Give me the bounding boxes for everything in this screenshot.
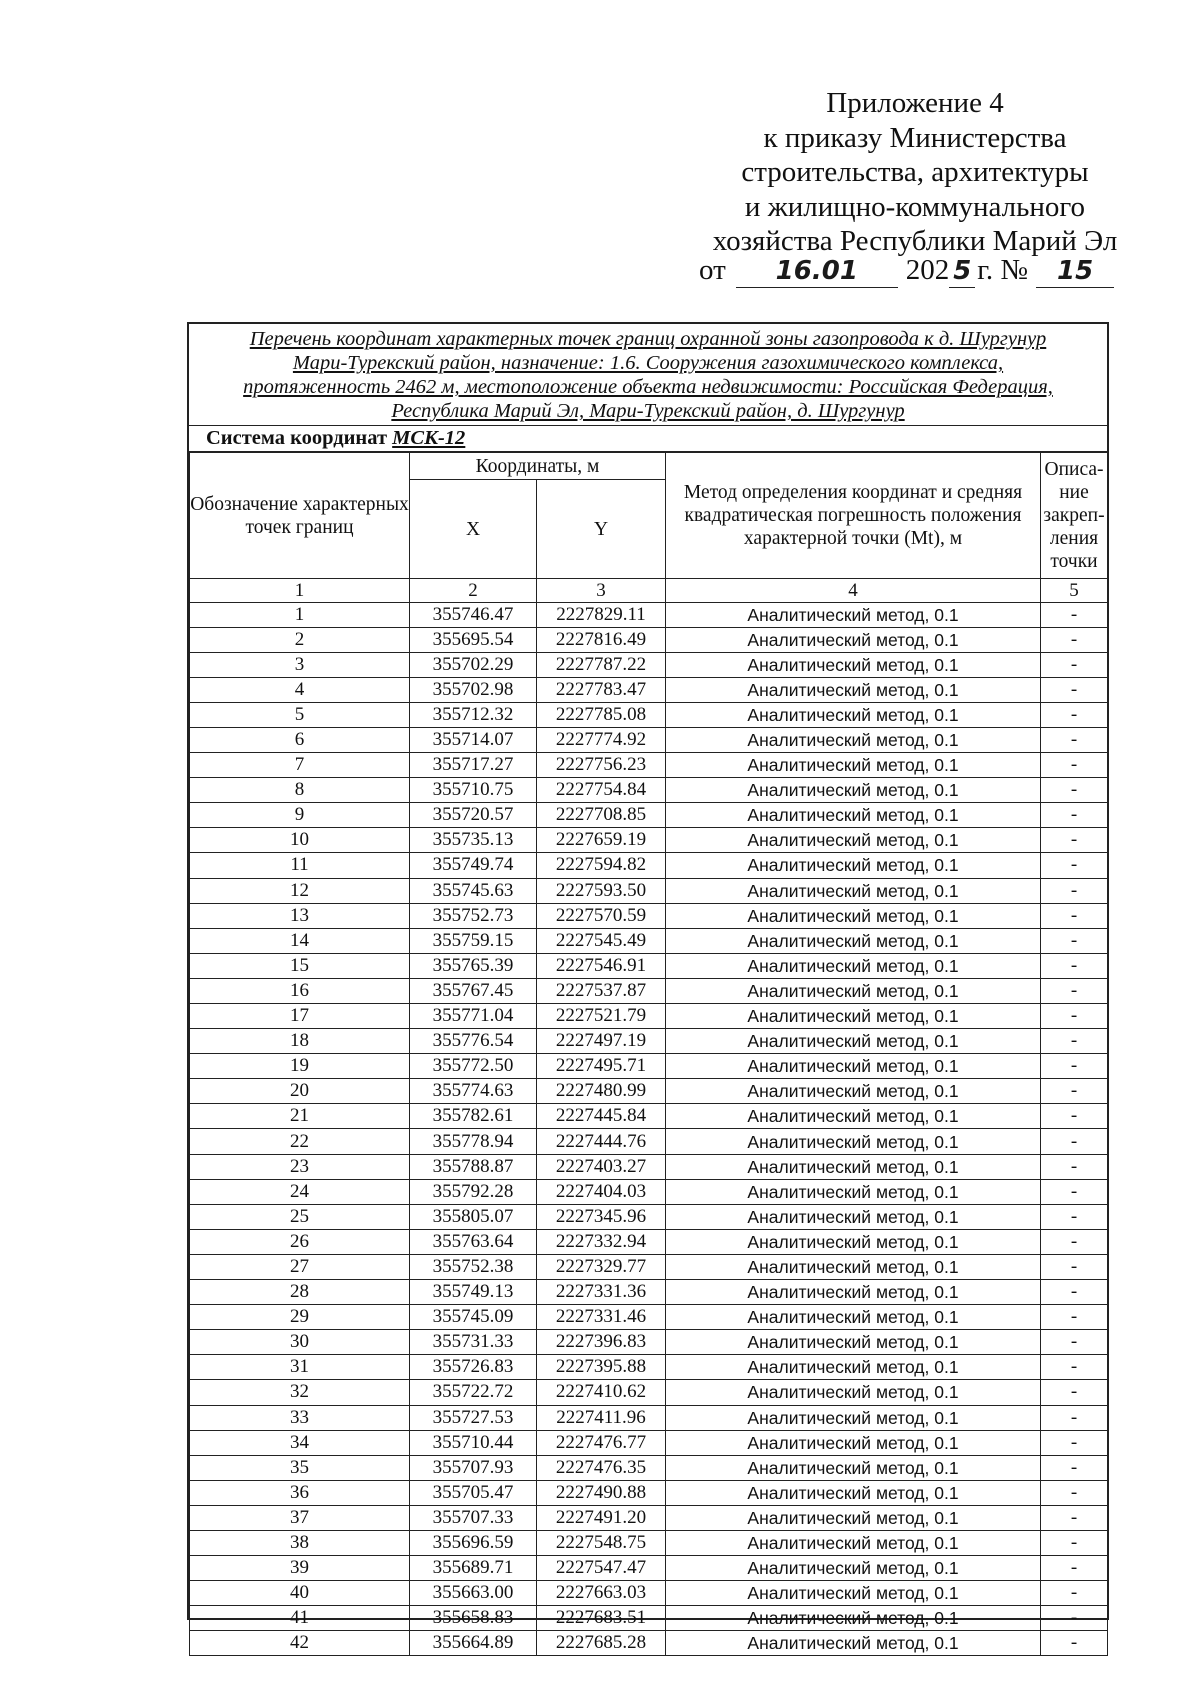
method-cell: Аналитический метод, 0.1 (666, 878, 1041, 903)
method-cell: Аналитический метод, 0.1 (666, 1004, 1041, 1029)
header-x: X (410, 480, 537, 579)
x-coordinate-cell: 355767.45 (410, 978, 537, 1003)
point-number-cell: 17 (190, 1004, 410, 1029)
method-cell: Аналитический метод, 0.1 (666, 1355, 1041, 1380)
table-row (190, 778, 1108, 803)
table-row (190, 1581, 1108, 1606)
point-number-cell: 3 (190, 652, 410, 677)
handwritten-date: 16.01 (736, 257, 898, 288)
coordinate-system-row (189, 426, 1107, 452)
method-cell: Аналитический метод, 0.1 (666, 1606, 1041, 1631)
point-number-cell: 38 (190, 1530, 410, 1555)
table-row (190, 978, 1108, 1003)
table-row (190, 803, 1108, 828)
y-coordinate-cell: 2227663.03 (537, 1581, 666, 1606)
description-cell: - (1041, 928, 1108, 953)
point-number-cell: 27 (190, 1254, 410, 1279)
y-coordinate-cell: 2227816.49 (537, 627, 666, 652)
table-row (190, 1455, 1108, 1480)
table-title-line: Мари-Турекский район, назначение: 1.6. Сооружения газохимического комплекса, (292, 352, 1004, 374)
description-cell: - (1041, 1455, 1108, 1480)
table-row (190, 727, 1108, 752)
point-number-cell: 14 (190, 928, 410, 953)
description-cell: - (1041, 1606, 1108, 1631)
x-coordinate-cell: 355720.57 (410, 803, 537, 828)
table-row (190, 1104, 1108, 1129)
description-cell: - (1041, 803, 1108, 828)
method-cell: Аналитический метод, 0.1 (666, 1204, 1041, 1229)
y-coordinate-cell: 2227683.51 (537, 1606, 666, 1631)
method-cell: Аналитический метод, 0.1 (666, 928, 1041, 953)
point-number-cell: 10 (190, 828, 410, 853)
x-coordinate-cell: 355735.13 (410, 828, 537, 853)
point-number-cell: 29 (190, 1305, 410, 1330)
y-coordinate-cell: 2227756.23 (537, 753, 666, 778)
y-coordinate-cell: 2227404.03 (537, 1179, 666, 1204)
header-point: Обозначение характерных точек границ (190, 453, 410, 579)
point-number-cell: 31 (190, 1355, 410, 1380)
point-number-cell: 19 (190, 1054, 410, 1079)
method-cell: Аналитический метод, 0.1 (666, 1104, 1041, 1129)
description-cell: - (1041, 702, 1108, 727)
y-coordinate-cell: 2227497.19 (537, 1029, 666, 1054)
point-number-cell: 24 (190, 1179, 410, 1204)
description-cell: - (1041, 1430, 1108, 1455)
point-number-cell: 39 (190, 1556, 410, 1581)
point-number-cell: 42 (190, 1631, 410, 1656)
table-row (190, 1480, 1108, 1505)
header-description: Описа-ние закреп-ления точки (1041, 453, 1108, 579)
y-coordinate-cell: 2227685.28 (537, 1631, 666, 1656)
coordinates-table (187, 322, 1109, 1654)
description-cell: - (1041, 1104, 1108, 1129)
table-row (190, 1254, 1108, 1279)
description-cell: - (1041, 1254, 1108, 1279)
table-row (190, 1430, 1108, 1455)
y-coordinate-cell: 2227491.20 (537, 1505, 666, 1530)
year-prefix: 202 (905, 254, 950, 286)
description-cell: - (1041, 1581, 1108, 1606)
method-cell: Аналитический метод, 0.1 (666, 627, 1041, 652)
method-cell: Аналитический метод, 0.1 (666, 1154, 1041, 1179)
table-title-line: протяженность 2462 м, местоположение объекта недвижимости: Российская Федерация, (243, 376, 1053, 398)
point-number-cell: 20 (190, 1079, 410, 1104)
header-line: хозяйства Республики Марий Эл (712, 225, 1118, 258)
method-cell: Аналитический метод, 0.1 (666, 1179, 1041, 1204)
y-coordinate-cell: 2227444.76 (537, 1129, 666, 1154)
description-cell: - (1041, 1631, 1108, 1656)
x-coordinate-cell: 355771.04 (410, 1004, 537, 1029)
method-cell: Аналитический метод, 0.1 (666, 1330, 1041, 1355)
description-cell: - (1041, 1405, 1108, 1430)
point-number-cell: 15 (190, 953, 410, 978)
description-cell: - (1041, 878, 1108, 903)
point-number-cell: 4 (190, 677, 410, 702)
method-cell: Аналитический метод, 0.1 (666, 803, 1041, 828)
point-number-cell: 6 (190, 727, 410, 752)
description-cell: - (1041, 1330, 1108, 1355)
y-coordinate-cell: 2227785.08 (537, 702, 666, 727)
method-cell: Аналитический метод, 0.1 (666, 1455, 1041, 1480)
x-coordinate-cell: 355778.94 (410, 1129, 537, 1154)
column-number: 4 (666, 579, 1041, 603)
x-coordinate-cell: 355702.29 (410, 652, 537, 677)
table-row (190, 602, 1108, 627)
table-row (190, 1556, 1108, 1581)
description-cell: - (1041, 1179, 1108, 1204)
order-number-label: г. № (977, 254, 1029, 286)
x-coordinate-cell: 355745.63 (410, 878, 537, 903)
header-coordinates: Координаты, м (410, 453, 666, 480)
method-cell: Аналитический метод, 0.1 (666, 1631, 1041, 1656)
description-cell: - (1041, 1530, 1108, 1555)
table-row (190, 1004, 1108, 1029)
table-row (190, 652, 1108, 677)
description-cell: - (1041, 652, 1108, 677)
column-number: 3 (537, 579, 666, 603)
y-coordinate-cell: 2227546.91 (537, 953, 666, 978)
x-coordinate-cell: 355745.09 (410, 1305, 537, 1330)
point-number-cell: 41 (190, 1606, 410, 1631)
table-row (190, 1355, 1108, 1380)
y-coordinate-cell: 2227548.75 (537, 1530, 666, 1555)
method-cell: Аналитический метод, 0.1 (666, 1079, 1041, 1104)
description-cell: - (1041, 1380, 1108, 1405)
x-coordinate-cell: 355788.87 (410, 1154, 537, 1179)
description-cell: - (1041, 1280, 1108, 1305)
point-number-cell: 9 (190, 803, 410, 828)
table-row (190, 1280, 1108, 1305)
method-cell: Аналитический метод, 0.1 (666, 1505, 1041, 1530)
table-row (190, 828, 1108, 853)
description-cell: - (1041, 727, 1108, 752)
point-number-cell: 37 (190, 1505, 410, 1530)
method-cell: Аналитический метод, 0.1 (666, 1405, 1041, 1430)
header-line: строительства, архитектуры (741, 156, 1089, 189)
table-title-line: Республика Марий Эл, Мари-Турекский район, д. Шургунур (391, 400, 905, 422)
table-row (190, 1380, 1108, 1405)
table-body (190, 602, 1108, 1656)
description-cell: - (1041, 627, 1108, 652)
x-coordinate-cell: 355714.07 (410, 727, 537, 752)
table-row (190, 1530, 1108, 1555)
x-coordinate-cell: 355696.59 (410, 1530, 537, 1555)
description-cell: - (1041, 753, 1108, 778)
x-coordinate-cell: 355772.50 (410, 1054, 537, 1079)
x-coordinate-cell: 355689.71 (410, 1556, 537, 1581)
description-cell: - (1041, 1556, 1108, 1581)
y-coordinate-cell: 2227593.50 (537, 878, 666, 903)
y-coordinate-cell: 2227396.83 (537, 1330, 666, 1355)
order-date-line (699, 254, 1114, 288)
method-cell: Аналитический метод, 0.1 (666, 1229, 1041, 1254)
appendix-header (690, 86, 1140, 259)
point-number-cell: 18 (190, 1029, 410, 1054)
y-coordinate-cell: 2227476.77 (537, 1430, 666, 1455)
point-number-cell: 8 (190, 778, 410, 803)
y-coordinate-cell: 2227570.59 (537, 903, 666, 928)
y-coordinate-cell: 2227410.62 (537, 1380, 666, 1405)
description-cell: - (1041, 677, 1108, 702)
y-coordinate-cell: 2227331.46 (537, 1305, 666, 1330)
header-line: к приказу Министерства (763, 121, 1067, 154)
x-coordinate-cell: 355726.83 (410, 1355, 537, 1380)
description-cell: - (1041, 602, 1108, 627)
point-number-cell: 30 (190, 1330, 410, 1355)
method-cell: Аналитический метод, 0.1 (666, 903, 1041, 928)
y-coordinate-cell: 2227411.96 (537, 1405, 666, 1430)
method-cell: Аналитический метод, 0.1 (666, 1129, 1041, 1154)
method-cell: Аналитический метод, 0.1 (666, 953, 1041, 978)
header-y: Y (537, 480, 666, 579)
method-cell: Аналитический метод, 0.1 (666, 652, 1041, 677)
y-coordinate-cell: 2227329.77 (537, 1254, 666, 1279)
description-cell: - (1041, 828, 1108, 853)
y-coordinate-cell: 2227490.88 (537, 1480, 666, 1505)
y-coordinate-cell: 2227659.19 (537, 828, 666, 853)
coordinate-system-value: МСК-12 (392, 427, 466, 449)
point-number-cell: 28 (190, 1280, 410, 1305)
x-coordinate-cell: 355763.64 (410, 1229, 537, 1254)
table-row (190, 1631, 1108, 1656)
method-cell: Аналитический метод, 0.1 (666, 702, 1041, 727)
table-row (190, 753, 1108, 778)
y-coordinate-cell: 2227476.35 (537, 1455, 666, 1480)
table-row (190, 1179, 1108, 1204)
method-cell: Аналитический метод, 0.1 (666, 1556, 1041, 1581)
y-coordinate-cell: 2227495.71 (537, 1054, 666, 1079)
point-number-cell: 23 (190, 1154, 410, 1179)
x-coordinate-cell: 355752.38 (410, 1254, 537, 1279)
description-cell: - (1041, 1004, 1108, 1029)
table-row (190, 853, 1108, 878)
x-coordinate-cell: 355749.74 (410, 853, 537, 878)
method-cell: Аналитический метод, 0.1 (666, 978, 1041, 1003)
x-coordinate-cell: 355664.89 (410, 1631, 537, 1656)
y-coordinate-cell: 2227332.94 (537, 1229, 666, 1254)
point-number-cell: 13 (190, 903, 410, 928)
y-coordinate-cell: 2227594.82 (537, 853, 666, 878)
table-row (190, 1154, 1108, 1179)
x-coordinate-cell: 355731.33 (410, 1330, 537, 1355)
description-cell: - (1041, 978, 1108, 1003)
table-row (190, 1054, 1108, 1079)
point-number-cell: 25 (190, 1204, 410, 1229)
point-number-cell: 16 (190, 978, 410, 1003)
method-cell: Аналитический метод, 0.1 (666, 677, 1041, 702)
description-cell: - (1041, 1079, 1108, 1104)
x-coordinate-cell: 355782.61 (410, 1104, 537, 1129)
point-number-cell: 33 (190, 1405, 410, 1430)
method-cell: Аналитический метод, 0.1 (666, 778, 1041, 803)
x-coordinate-cell: 355727.53 (410, 1405, 537, 1430)
description-cell: - (1041, 1355, 1108, 1380)
column-number: 5 (1041, 579, 1108, 603)
header-method: Метод определения координат и средняя квадратическая погрешность положения характерной точки (Mt), м (666, 453, 1041, 579)
table-row (190, 702, 1108, 727)
y-coordinate-cell: 2227521.79 (537, 1004, 666, 1029)
method-cell: Аналитический метод, 0.1 (666, 828, 1041, 853)
y-coordinate-cell: 2227783.47 (537, 677, 666, 702)
y-coordinate-cell: 2227345.96 (537, 1204, 666, 1229)
table-row (190, 928, 1108, 953)
table-row (190, 1229, 1108, 1254)
description-cell: - (1041, 1154, 1108, 1179)
y-coordinate-cell: 2227403.27 (537, 1154, 666, 1179)
table-row (190, 1129, 1108, 1154)
table-row (190, 627, 1108, 652)
coordinates-grid (189, 452, 1108, 1656)
x-coordinate-cell: 355749.13 (410, 1280, 537, 1305)
method-cell: Аналитический метод, 0.1 (666, 753, 1041, 778)
method-cell: Аналитический метод, 0.1 (666, 1254, 1041, 1279)
y-coordinate-cell: 2227774.92 (537, 727, 666, 752)
point-number-cell: 35 (190, 1455, 410, 1480)
point-number-cell: 40 (190, 1581, 410, 1606)
description-cell: - (1041, 903, 1108, 928)
y-coordinate-cell: 2227331.36 (537, 1280, 666, 1305)
column-number-row (190, 579, 1108, 603)
point-number-cell: 34 (190, 1430, 410, 1455)
point-number-cell: 32 (190, 1380, 410, 1405)
y-coordinate-cell: 2227545.49 (537, 928, 666, 953)
method-cell: Аналитический метод, 0.1 (666, 1430, 1041, 1455)
x-coordinate-cell: 355805.07 (410, 1204, 537, 1229)
x-coordinate-cell: 355776.54 (410, 1029, 537, 1054)
x-coordinate-cell: 355759.15 (410, 928, 537, 953)
method-cell: Аналитический метод, 0.1 (666, 602, 1041, 627)
description-cell: - (1041, 1054, 1108, 1079)
x-coordinate-cell: 355710.75 (410, 778, 537, 803)
table-row (190, 677, 1108, 702)
y-coordinate-cell: 2227445.84 (537, 1104, 666, 1129)
description-cell: - (1041, 953, 1108, 978)
description-cell: - (1041, 1305, 1108, 1330)
description-cell: - (1041, 1480, 1108, 1505)
description-cell: - (1041, 853, 1108, 878)
handwritten-order-number: 15 (1036, 257, 1114, 288)
point-number-cell: 12 (190, 878, 410, 903)
description-cell: - (1041, 1029, 1108, 1054)
table-row (190, 1606, 1108, 1631)
method-cell: Аналитический метод, 0.1 (666, 1530, 1041, 1555)
point-number-cell: 21 (190, 1104, 410, 1129)
point-number-cell: 7 (190, 753, 410, 778)
x-coordinate-cell: 355705.47 (410, 1480, 537, 1505)
table-row (190, 903, 1108, 928)
description-cell: - (1041, 1204, 1108, 1229)
table-title-line: Перечень координат характерных точек границ охранной зоны газопровода к д. Шургунур (249, 328, 1047, 350)
y-coordinate-cell: 2227754.84 (537, 778, 666, 803)
table-row (190, 1079, 1108, 1104)
method-cell: Аналитический метод, 0.1 (666, 1054, 1041, 1079)
x-coordinate-cell: 355746.47 (410, 602, 537, 627)
description-cell: - (1041, 1229, 1108, 1254)
x-coordinate-cell: 355712.32 (410, 702, 537, 727)
x-coordinate-cell: 355774.63 (410, 1079, 537, 1104)
table-row (190, 1305, 1108, 1330)
y-coordinate-cell: 2227829.11 (537, 602, 666, 627)
x-coordinate-cell: 355765.39 (410, 953, 537, 978)
x-coordinate-cell: 355695.54 (410, 627, 537, 652)
point-number-cell: 22 (190, 1129, 410, 1154)
x-coordinate-cell: 355658.83 (410, 1606, 537, 1631)
description-cell: - (1041, 778, 1108, 803)
coordinate-system-label: Система координат (206, 427, 388, 449)
method-cell: Аналитический метод, 0.1 (666, 853, 1041, 878)
point-number-cell: 36 (190, 1480, 410, 1505)
x-coordinate-cell: 355717.27 (410, 753, 537, 778)
handwritten-year-digit: 5 (949, 257, 975, 288)
header-line: Приложение 4 (826, 87, 1004, 119)
point-number-cell: 1 (190, 602, 410, 627)
header-line: и жилищно-коммунального (744, 190, 1086, 223)
y-coordinate-cell: 2227395.88 (537, 1355, 666, 1380)
table-row (190, 1204, 1108, 1229)
method-cell: Аналитический метод, 0.1 (666, 1305, 1041, 1330)
x-coordinate-cell: 355663.00 (410, 1581, 537, 1606)
column-number: 2 (410, 579, 537, 603)
x-coordinate-cell: 355707.33 (410, 1505, 537, 1530)
point-number-cell: 11 (190, 853, 410, 878)
method-cell: Аналитический метод, 0.1 (666, 1480, 1041, 1505)
method-cell: Аналитический метод, 0.1 (666, 1581, 1041, 1606)
table-row (190, 953, 1108, 978)
x-coordinate-cell: 355710.44 (410, 1430, 537, 1455)
y-coordinate-cell: 2227537.87 (537, 978, 666, 1003)
y-coordinate-cell: 2227547.47 (537, 1556, 666, 1581)
point-number-cell: 2 (190, 627, 410, 652)
point-number-cell: 5 (190, 702, 410, 727)
method-cell: Аналитический метод, 0.1 (666, 727, 1041, 752)
table-row (190, 878, 1108, 903)
method-cell: Аналитический метод, 0.1 (666, 1280, 1041, 1305)
method-cell: Аналитический метод, 0.1 (666, 1029, 1041, 1054)
table-row (190, 1330, 1108, 1355)
x-coordinate-cell: 355792.28 (410, 1179, 537, 1204)
y-coordinate-cell: 2227787.22 (537, 652, 666, 677)
table-row (190, 1405, 1108, 1430)
date-prefix: от (699, 254, 726, 286)
description-cell: - (1041, 1129, 1108, 1154)
method-cell: Аналитический метод, 0.1 (666, 1380, 1041, 1405)
description-cell: - (1041, 1505, 1108, 1530)
x-coordinate-cell: 355707.93 (410, 1455, 537, 1480)
y-coordinate-cell: 2227708.85 (537, 803, 666, 828)
y-coordinate-cell: 2227480.99 (537, 1079, 666, 1104)
x-coordinate-cell: 355702.98 (410, 677, 537, 702)
column-number: 1 (190, 579, 410, 603)
point-number-cell: 26 (190, 1229, 410, 1254)
x-coordinate-cell: 355752.73 (410, 903, 537, 928)
table-row (190, 1029, 1108, 1054)
table-title (189, 324, 1107, 426)
x-coordinate-cell: 355722.72 (410, 1380, 537, 1405)
table-row (190, 1505, 1108, 1530)
